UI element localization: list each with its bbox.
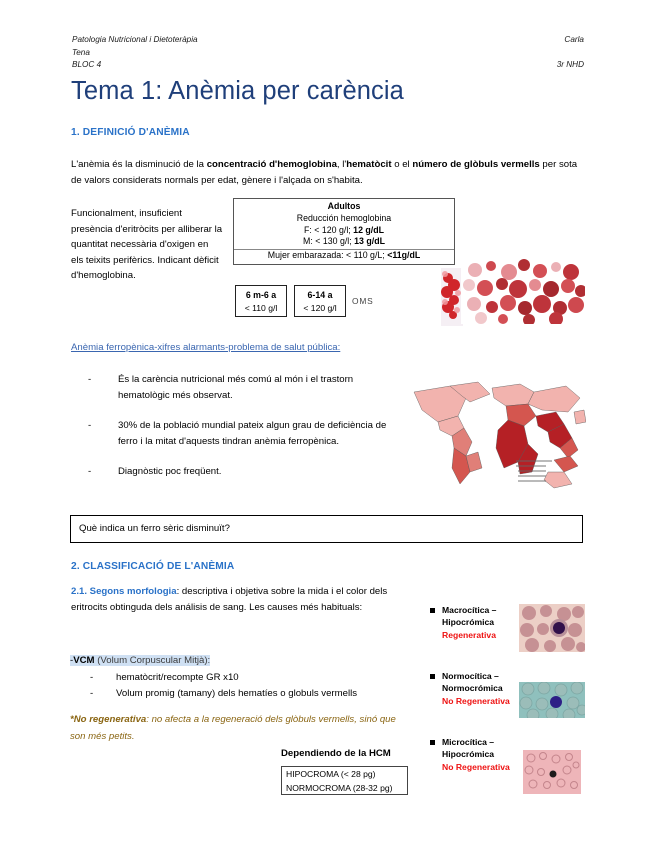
source-label-oms: OMS <box>352 296 374 306</box>
subsection-2-1 <box>71 584 411 616</box>
adults-table-subtitle: Reducción hemoglobina <box>296 212 392 223</box>
bullet-dash: - <box>90 672 94 683</box>
list-item <box>88 418 388 450</box>
bullet-dash: - <box>88 466 92 477</box>
hcm-line-normocroma: NORMOCROMA (28-32 pg) <box>286 783 393 793</box>
blood-cells-thumbnail-icon <box>441 268 463 326</box>
vcm-prefix: - <box>70 655 74 666</box>
list-item-text: És la carència nutricional més comú al món i el trastorn hematològic més observat. <box>118 374 354 401</box>
adults-row-pregnant-plain: Mujer embarazada: < 110 g/L; <box>267 250 388 261</box>
classification-label <box>442 736 522 773</box>
header-program: 3r NHD <box>556 60 584 69</box>
hcm-box <box>281 766 408 795</box>
subsection-2-1-label: 2.1. Segons morfologia <box>71 586 177 597</box>
def-part-1: L'anèmia és la disminució de la <box>71 159 207 170</box>
header-author: Carla <box>564 35 584 44</box>
section-2-heading: 2. CLASSIFICACIÓ DE L'ANÈMIA <box>71 561 235 572</box>
header-course: Patologia Nutricional i Dietoteràpia <box>72 35 198 44</box>
bullet-dash: - <box>88 420 92 431</box>
no-regenerativa-text: : no afecta a la regeneració dels glòbuls vermells, sinó que son més petits. <box>70 714 396 742</box>
square-bullet-icon <box>430 740 435 745</box>
vcm-highlight <box>70 655 210 666</box>
classification-line-1: Macrocítica – <box>442 605 497 615</box>
age-box-6m-6a <box>235 285 287 317</box>
vcm-bullet-list <box>90 670 430 702</box>
adults-row-male-bold: 13 g/dL <box>354 236 385 247</box>
adults-row-female-bold: 12 g/dL <box>353 224 384 235</box>
classification-regeneration: Regenerativa <box>442 629 496 640</box>
def-part-2: , l' <box>336 159 347 170</box>
hcm-title: Dependiendo de la HCM <box>281 748 391 759</box>
definition-paragraph <box>71 157 585 189</box>
hcm-line-hipocroma: HIPOCROMA (< 28 pg) <box>286 769 376 779</box>
adults-hemoglobin-table <box>233 198 455 265</box>
no-regenerativa-label: *No regenerativa <box>70 714 147 725</box>
blood-smear-thumbnail-microcitica <box>523 750 581 794</box>
classification-regeneration: No Regenerativa <box>442 761 510 772</box>
vcm-expansion: (Volum Corpuscular Mitjà): <box>94 655 211 666</box>
header-bloc: BLOC 4 <box>72 60 102 69</box>
classification-line-2: Normocrómica <box>442 683 503 694</box>
ferropenic-bullet-list <box>88 372 388 494</box>
section-1-heading: 1. DEFINICIÓ D'ANÈMIA <box>71 127 190 138</box>
vcm-abbrev: VCM <box>73 655 95 666</box>
classification-item-microcitica <box>430 736 585 794</box>
classification-line-2: Hipocrómica <box>442 749 495 760</box>
def-bold-1: concentració d'hemoglobina <box>206 159 337 170</box>
adults-row-male-plain: M: < 130 g/l; <box>303 236 355 247</box>
bullet-dash: - <box>90 688 94 699</box>
classification-label <box>442 604 522 641</box>
classification-regeneration: No Regenerativa <box>442 695 510 706</box>
functional-description: Funcionalment, insuficient presència d'eritròcits per alliberar la quantitat necessària d'oxigen en els teixits perifèrics. Indicant dèficit d'hemoglobina. <box>71 208 223 282</box>
list-item <box>88 464 388 480</box>
blood-smear-image <box>461 258 585 324</box>
subsection-2-1-text: : descriptiva i objetiva sobre la mida i el color dels eritrocits obtinguda dels análisis de sang. Les causes més habituals: <box>71 586 388 613</box>
page-header <box>72 34 584 72</box>
def-bold-3: número de glòbuls vermells <box>412 159 540 170</box>
vcm-heading <box>70 655 210 666</box>
list-item <box>88 372 388 404</box>
question-box <box>70 515 583 543</box>
adults-row-male <box>234 236 454 248</box>
classification-item-macrocitica <box>430 604 585 662</box>
blood-smear-thumbnail-macrocitica <box>519 604 585 652</box>
header-teacher: Tena <box>72 47 90 57</box>
list-item <box>90 686 430 702</box>
question-text: Què indica un ferro sèric disminuït? <box>79 523 230 534</box>
list-item <box>90 670 430 686</box>
morphology-classification-panel <box>430 604 585 794</box>
list-item-text: Volum promig (tamany) dels hematíes o globuls vermells <box>116 688 358 699</box>
def-bold-2: hematòcit <box>346 159 392 170</box>
adults-row-pregnant <box>234 250 454 262</box>
classification-label <box>442 670 522 707</box>
world-anemia-prevalence-map <box>408 372 586 494</box>
list-item-text: Diagnòstic poc freqüent. <box>118 466 222 477</box>
age-box-6-14a-value: < 120 g/l <box>303 303 337 313</box>
adults-row-pregnant-bold: <11g/dL <box>387 250 421 261</box>
blood-smear-thumbnail-normocitica <box>519 682 585 718</box>
classification-line-2: Hipocrómica <box>442 617 495 628</box>
page-title: Tema 1: Anèmia per carència <box>71 77 404 105</box>
age-box-6-14a-range: 6-14 a <box>307 290 333 300</box>
square-bullet-icon <box>430 674 435 679</box>
def-part-3: o el <box>391 159 413 170</box>
list-item-text: 30% de la població mundial pateix algun grau de deficiència de ferro i la mitat d'aquests tindran anèmia ferropènica. <box>118 420 387 447</box>
age-box-6-14a <box>294 285 346 317</box>
classification-line-1: Microcítica – <box>442 737 495 747</box>
adults-row-female <box>234 225 454 237</box>
adults-table-title: Adultos <box>327 201 361 211</box>
classification-line-1: Normocítica – <box>442 671 499 681</box>
bullet-dash: - <box>88 374 92 385</box>
no-regenerativa-note <box>70 711 400 745</box>
age-box-6m-6a-value: < 110 g/l <box>244 303 278 313</box>
square-bullet-icon <box>430 608 435 613</box>
adults-row-female-plain: F: < 120 g/l; <box>304 224 354 235</box>
def-part-4: per sota de valors considerats normals per edat, gènere i l'alçada on s'habita. <box>71 159 578 186</box>
classification-item-normocitica <box>430 670 585 728</box>
age-box-6m-6a-range: 6 m-6 a <box>245 290 277 300</box>
ferropenic-anemia-heading: Anèmia ferropènica-xifres alarmants-problema de salut pública: <box>71 342 341 353</box>
list-item-text: hematòcrit/recompte GR x10 <box>116 672 239 683</box>
